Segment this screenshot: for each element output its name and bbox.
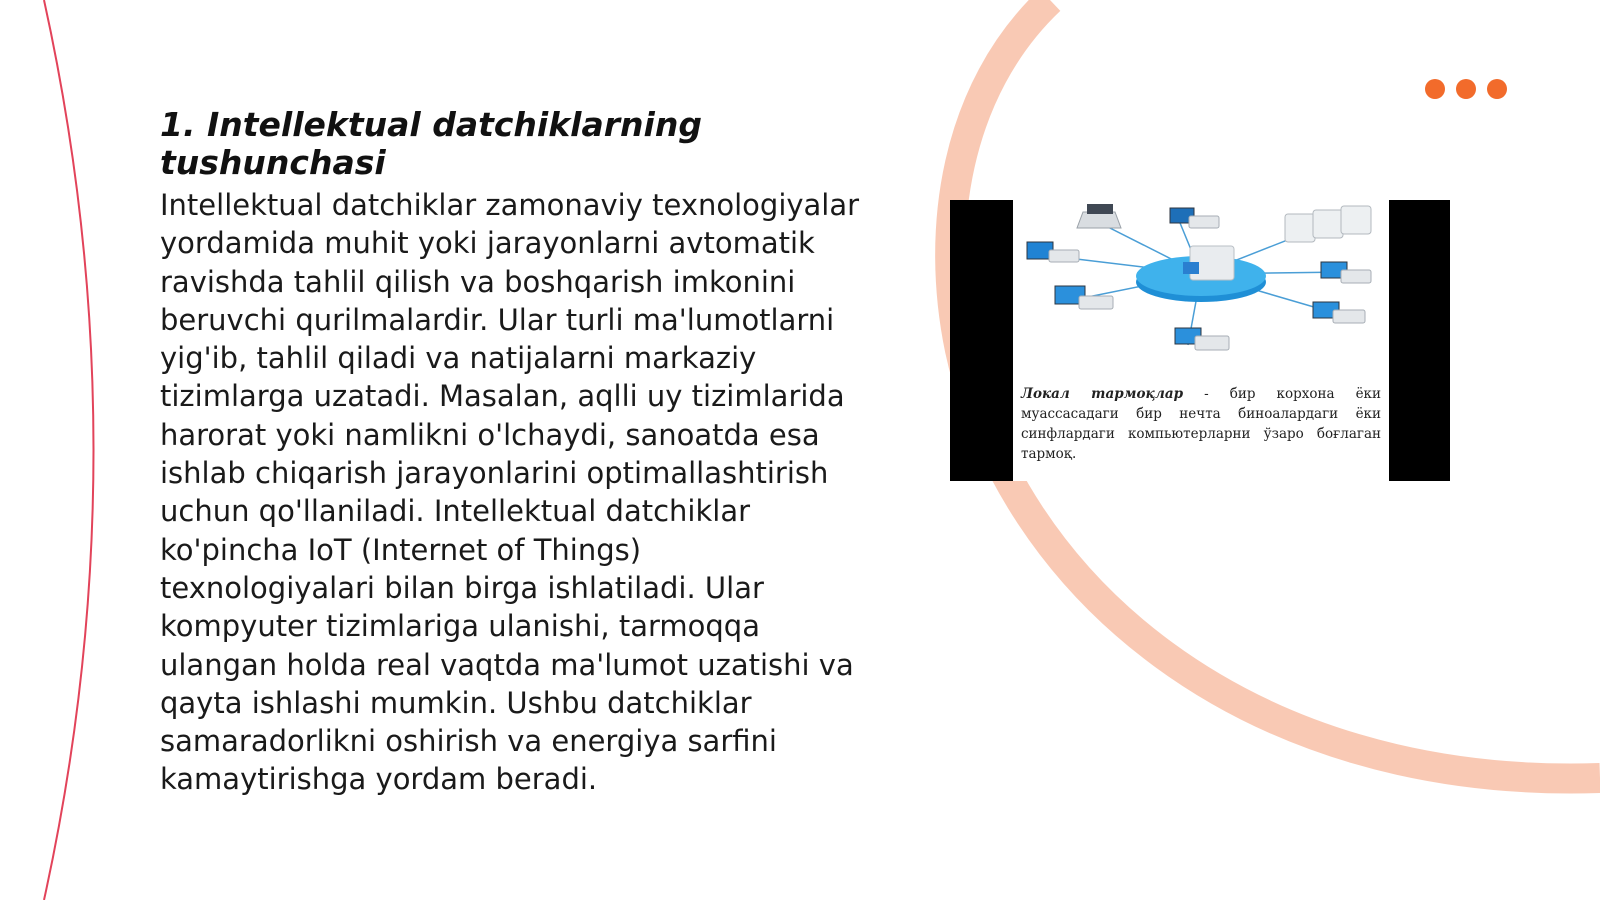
slide-body-text: Intellektual datchiklar zamonaviy texnologiyalar yordamida muhit yoki jarayonlarni avtomatik ravishda tahlil qilish va boshqarish imkonini beruvchi qurilmalardir. Ular turli ma'lumotlarni yig'ib, tahlil qiladi va natijalarni markaziy tizimlarga uzatadi. Masalan, aqlli uy tizimlarida harorat yoki namlikni o'lchaydi, sanoatda esa ishlab chiqarish jarayonlarini optimallashtirish uchun qo'llaniladi. Intellektual datchiklar ko'pincha IoT (Internet of Things) texnologiyalari bilan birga ishlatiladi. Ular kompyuter tizimlariga ulanishi, tarmoqqa ulangan holda real vaqtda ma'lumot uzatishi va qayta ishlashi mumkin. Ushbu datchiklar samaradorlikni oshirish va energiya sarfini kamaytirishga yordam beradi.	[160, 188, 860, 797]
caption-text: - бир корхона ёки муассасадаги бир нечта биноалардаги ёки синфлардаги компьютерларни ўзаро боғлаган тармоқ.	[1021, 386, 1381, 462]
figure-caption	[1021, 384, 1381, 464]
dot	[1456, 79, 1476, 99]
network-figure	[950, 200, 1450, 481]
three-dots-icon	[1425, 79, 1507, 99]
dot	[1425, 79, 1445, 99]
figure-content	[1013, 200, 1389, 481]
slide-title: 1. Intellektual datchiklarning tushunchasi	[160, 105, 702, 182]
caption-term: Локал тармоқлар	[1021, 386, 1184, 402]
dot	[1487, 79, 1507, 99]
left-accent-curve	[44, 0, 94, 900]
network-diagram-image	[1013, 200, 1389, 380]
